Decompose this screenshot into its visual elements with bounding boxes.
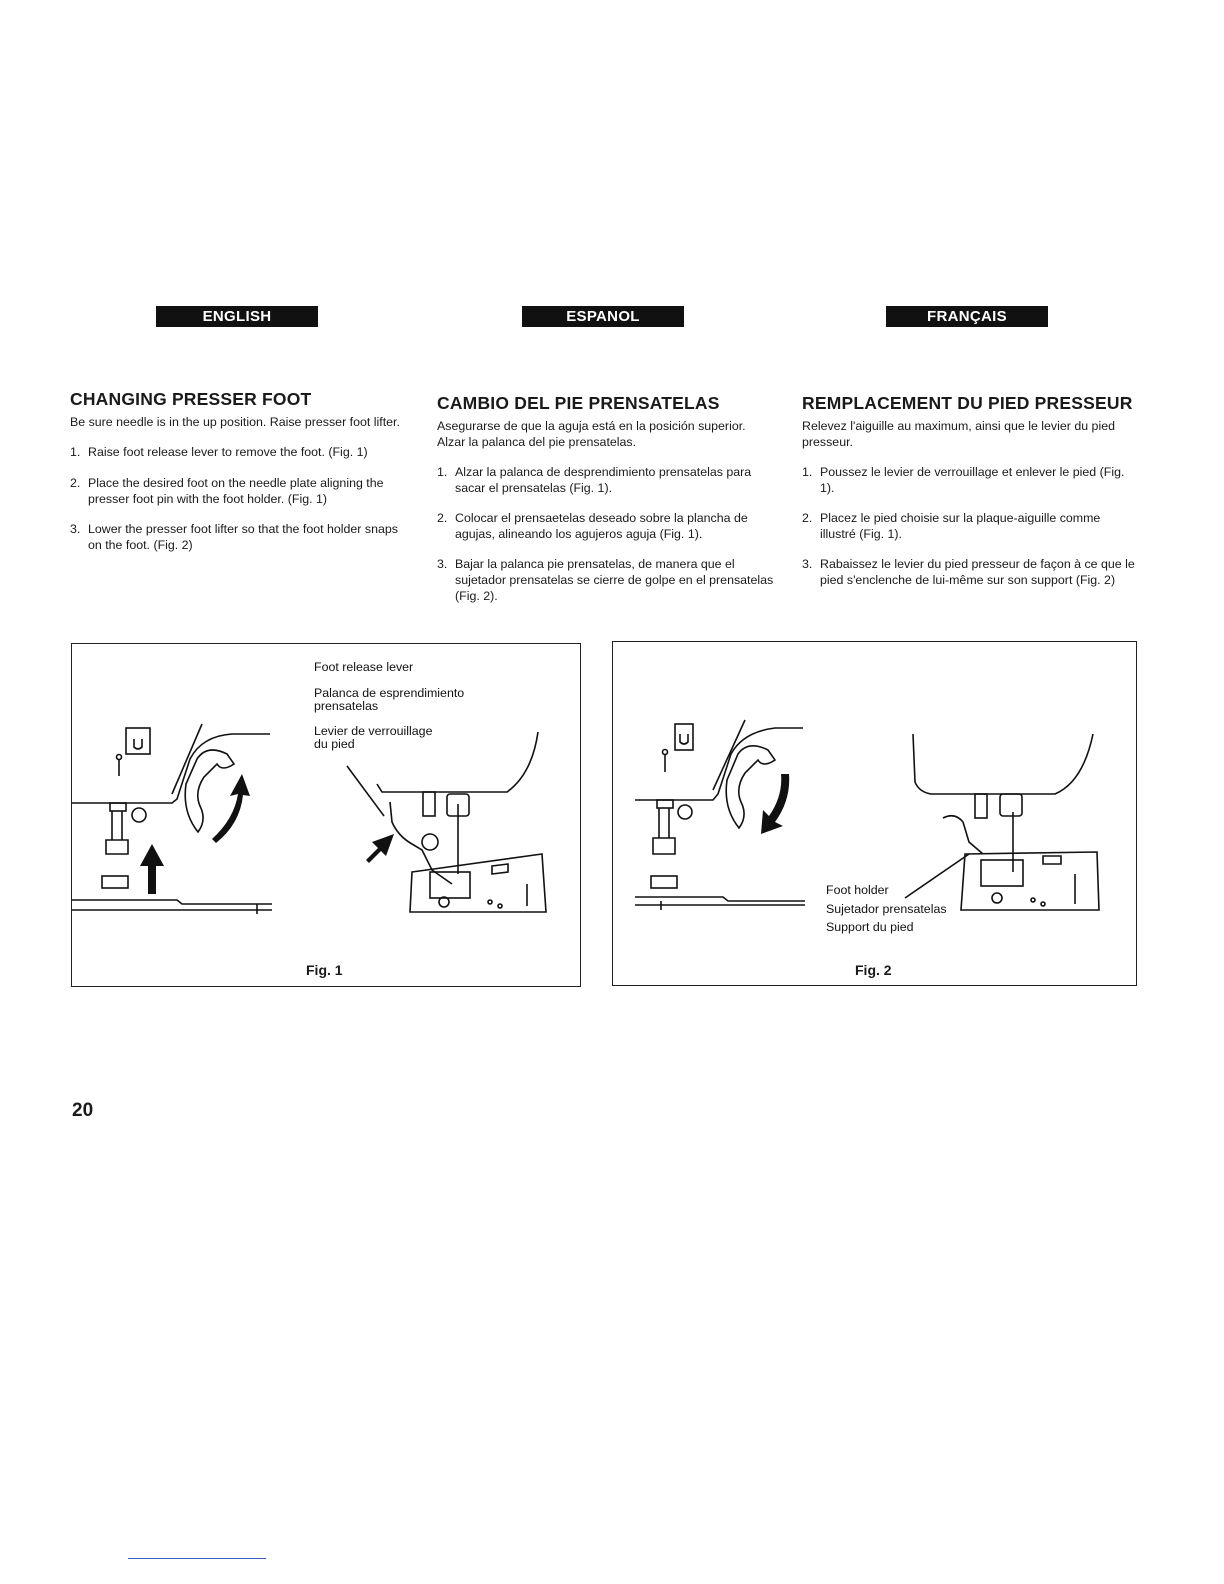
- step-number: 3.: [70, 522, 81, 536]
- step-text: Lower the presser foot lifter so that the foot holder snaps on the foot. (Fig. 2): [88, 522, 398, 552]
- step-text: Alzar la palanca de desprendimiento prensatelas para sacar el prensatelas (Fig. 1).: [455, 465, 752, 495]
- francais-steps: [802, 464, 1138, 588]
- step-number: 2.: [802, 511, 813, 525]
- espanol-intro: Asegurarse de que la aguja está en la posición superior. Alzar la palanca del pie prensatelas.: [437, 419, 746, 449]
- list-item: [70, 521, 408, 553]
- step-number: 3.: [437, 557, 448, 571]
- list-item: [437, 556, 775, 604]
- list-item: [802, 464, 1138, 496]
- espanol-column: [437, 393, 775, 604]
- list-item: [802, 510, 1138, 542]
- figure-2: [612, 641, 1137, 986]
- francais-title: REMPLACEMENT DU PIED PRESSEUR: [802, 393, 1133, 413]
- step-number: 1.: [802, 465, 813, 479]
- figure-2-illustration: [613, 642, 1138, 987]
- lang-bar-english: ENGLISH: [156, 306, 318, 327]
- english-steps: [70, 444, 408, 553]
- lang-bar-francais: FRANÇAIS: [886, 306, 1048, 327]
- step-number: 2.: [70, 476, 81, 490]
- list-item: [70, 444, 408, 460]
- step-text: Poussez le levier de verrouillage et enlever le pied (Fig. 1).: [820, 465, 1125, 495]
- list-item: [802, 556, 1138, 588]
- fig1-label: Fig. 1: [306, 962, 343, 978]
- english-column: [70, 389, 408, 553]
- list-item: [70, 475, 408, 507]
- espanol-steps: [437, 464, 775, 604]
- espanol-title: CAMBIO DEL PIE PRENSATELAS: [437, 393, 720, 413]
- fig1-callout-fr: Levier de verrouillage du pied: [314, 724, 433, 751]
- step-text: Bajar la palanca pie prensatelas, de manera que el sujetador prensatelas se cierre de golpe en el prensatelas (Fig. 2).: [455, 557, 774, 603]
- fig2-callout-en: Foot holder: [826, 883, 889, 897]
- list-item: [437, 510, 775, 542]
- step-text: Raise foot release lever to remove the foot. (Fig. 1): [88, 445, 368, 459]
- fig2-label: Fig. 2: [855, 962, 892, 978]
- step-text: Colocar el prensaetelas deseado sobre la plancha de agujas, alineando los agujeros aguja (Fig. 1).: [455, 511, 748, 541]
- english-title: CHANGING PRESSER FOOT: [70, 389, 312, 409]
- step-number: 3.: [802, 557, 813, 571]
- list-item: [437, 464, 775, 496]
- english-intro: Be sure needle is in the up position. Raise presser foot lifter.: [70, 415, 400, 429]
- figure-1: [71, 643, 581, 987]
- francais-column: [802, 393, 1138, 588]
- fig1-callout-es: Palanca de esprendimiento prensatelas: [314, 686, 465, 713]
- step-number: 1.: [437, 465, 448, 479]
- step-text: Placez le pied choisie sur la plaque-aiguille comme illustré (Fig. 1).: [820, 511, 1101, 541]
- francais-intro: Relevez l'aiguille au maximum, ainsi que le levier du pied presseur.: [802, 419, 1115, 449]
- bottom-rule: [128, 1558, 266, 1559]
- step-number: 1.: [70, 445, 81, 459]
- fig2-callout-fr: Support du pied: [826, 920, 914, 934]
- lang-bar-espanol: ESPANOL: [522, 306, 684, 327]
- fig2-callout-es: Sujetador prensatelas: [826, 902, 947, 916]
- step-number: 2.: [437, 511, 448, 525]
- fig1-callout-en: Foot release lever: [314, 660, 414, 674]
- step-text: Rabaissez le levier du pied presseur de façon à ce que le pied s'enclenche de lui-même sur son support (Fig. 2): [820, 557, 1135, 587]
- step-text: Place the desired foot on the needle plate aligning the presser foot pin with the foot holder. (Fig. 1): [88, 476, 384, 506]
- page-number: 20: [72, 1100, 94, 1121]
